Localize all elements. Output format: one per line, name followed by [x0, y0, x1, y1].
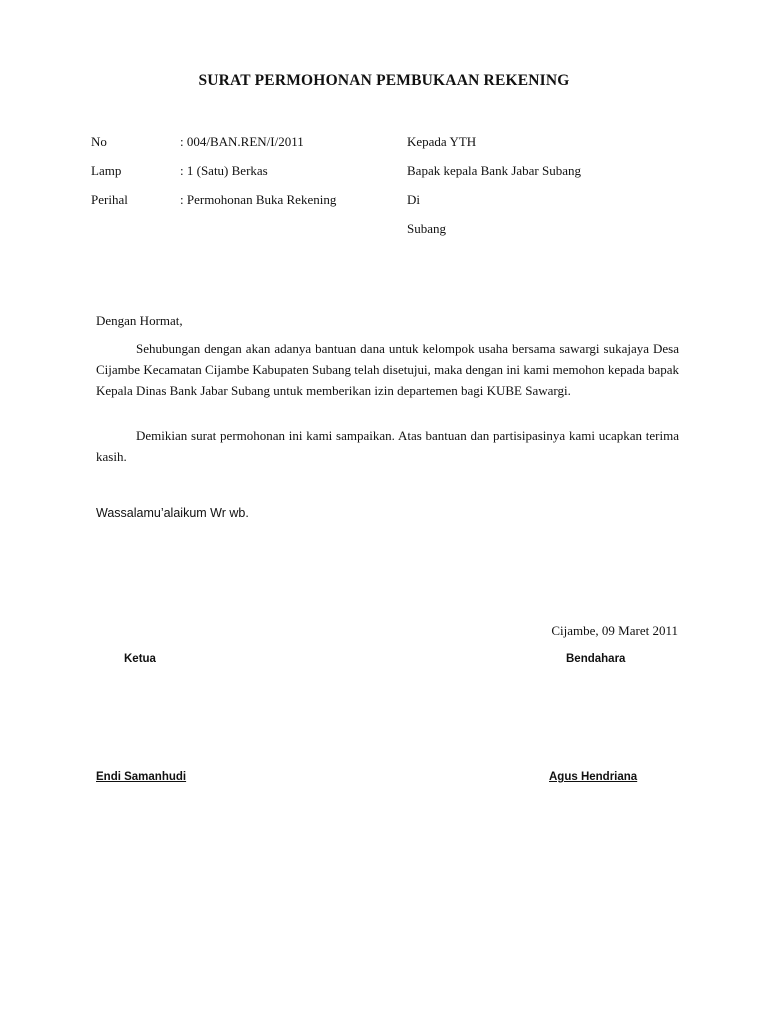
meta-value-no: : 004/BAN.REN/I/2011 — [180, 134, 304, 149]
signature-role-right: Bendahara — [566, 653, 626, 665]
body-paragraph-1: Sehubungan dengan akan adanya bantuan dana untuk kelompok usaha bersama sawargi sukajaya Desa Cijambe Kecamatan Cijambe Kabupaten Subang telah disetujui, maka dengan ini kami memohon kepada bapak Kepala Dinas Bank Jabar Subang untuk memberikan izin departemen bagi KUBE Sawargi. — [96, 341, 679, 398]
greeting: Dengan Hormat, — [96, 313, 183, 328]
meta-value-lamp: : 1 (Satu) Berkas — [180, 163, 268, 178]
recipient-line: Subang — [407, 221, 446, 236]
signer-name-right: Agus Hendriana — [549, 771, 638, 783]
body-paragraph-2: Demikian surat permohonan ini kami sampaikan. Atas bantuan dan partisipasinya kami ucapkan terima kasih. — [96, 428, 679, 464]
signature-role-left: Ketua — [124, 653, 156, 665]
signer-name-left: Endi Samanhudi — [96, 771, 187, 783]
recipient-line: Kepada YTH — [407, 134, 477, 149]
meta-label-lamp: Lamp — [91, 163, 122, 178]
letter-title: SURAT PERMOHONAN PEMBUKAAN REKENING — [198, 72, 570, 89]
meta-label-no: No — [91, 134, 107, 149]
closing-salutation: Wassalamu’alaikum Wr wb. — [96, 506, 249, 520]
recipient-line: Di — [407, 192, 420, 207]
recipient-line: Bapak kepala Bank Jabar Subang — [407, 163, 582, 178]
date-place: Cijambe, 09 Maret 2011 — [551, 623, 678, 638]
meta-value-perihal: : Permohonan Buka Rekening — [180, 192, 337, 207]
meta-label-perihal: Perihal — [91, 192, 128, 207]
